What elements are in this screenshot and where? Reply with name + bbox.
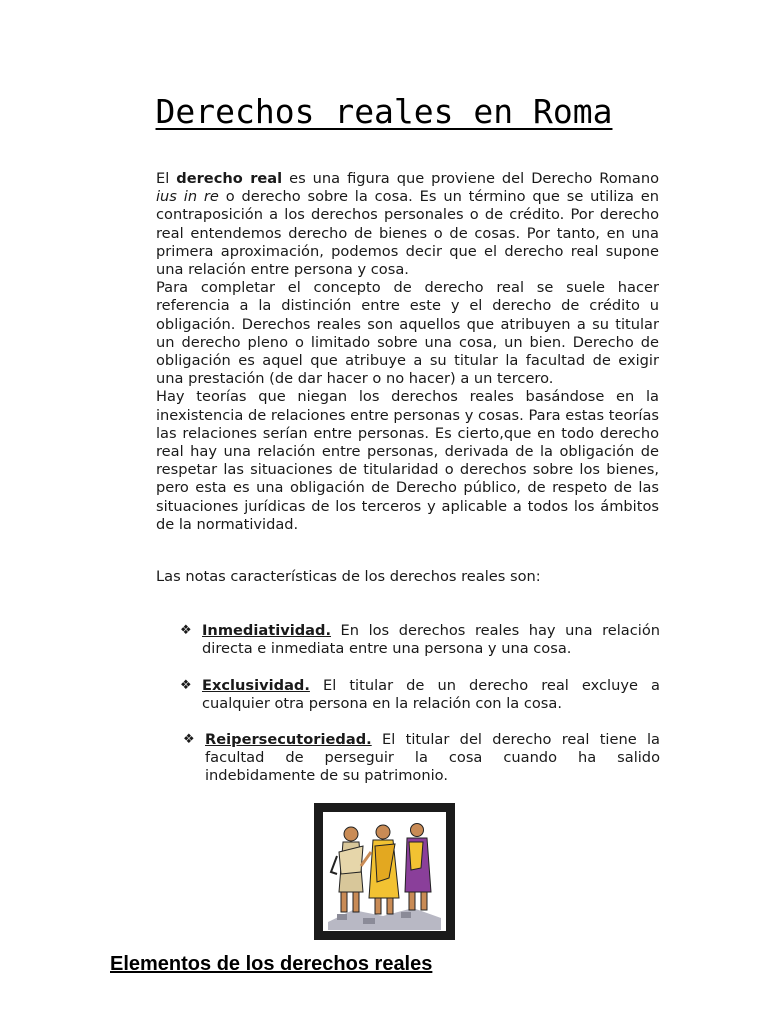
intro-text-run: o derecho sobre la cosa. Es un término que se utiliza en contraposición a los derechos personales o de crédito. Por derecho real entendemos derecho de bienes o de cosas. Por tanto, en una primera aproximación, podemos decir que el derecho real supone una relación entre persona y cosa. [156, 188, 660, 279]
section-heading: Elementos de los derechos reales [110, 953, 433, 975]
bullet-description: En los derechos reales hay una relación directa e inmediata entre una persona y una cosa. [202, 622, 660, 658]
derecho-real-term: derecho real [176, 170, 283, 187]
bullet-text [205, 731, 660, 786]
bullet-inmediatividad [180, 622, 660, 658]
bullet-text [202, 677, 660, 713]
bullet-term-suffix: . [325, 622, 332, 639]
bullet-description: El titular de un derecho real excluye a cualquier otra persona en la relación con la cosa. [202, 677, 660, 713]
bullet-term: Reipersecutoriedad. [205, 731, 372, 748]
intro-paragraph-1 [156, 170, 659, 279]
bullet-description: El titular del derecho real tiene la facultad de perseguir la cosa cuando ha salido indebidamente de su patrimonio. [205, 731, 660, 785]
intro-text-run: El [156, 170, 177, 187]
bullet-reipersecutoriedad [183, 731, 660, 786]
bullet-exclusividad [180, 677, 660, 713]
page-title: Derechos reales en Roma [155, 92, 613, 131]
intro-paragraph-3: Hay teorías que niegan los derechos reales basándose en la inexistencia de relaciones entre personas y cosas. Para estas teorías las relaciones serían entre personas. Es cierto,que en todo derecho real hay una relación entre personas, derivada de la obligación de respetar las situaciones de titularidad o derechos sobre los bienes, pero esta es una obligación de Derecho público, de respeto de las situaciones jurídicas de los terceros y aplicable a todos los ámbitos de la normatividad. [156, 388, 659, 533]
diamond-bullet-icon: ❖ [183, 732, 195, 747]
roman-citizens-icon [323, 812, 446, 931]
intro-paragraph-2: Para completar el concepto de derecho real se suele hacer referencia a la distinción entre este y el derecho de crédito u obligación. Derechos reales son aquellos que atribuyen a su titular un derecho pleno o limitado sobre una cosa, un bien. Derecho de obligación es aquel que atribuye a su titular la facultad de exigir una prestación (de dar hacer o no hacer) a un tercero. [156, 279, 659, 388]
ius-in-re-term: ius in re [156, 188, 219, 206]
intro-text-run: es una figura que proviene del Derecho Romano [282, 170, 659, 187]
intro-text [156, 170, 659, 534]
roman-citizens-image [314, 803, 455, 940]
bullet-text [202, 622, 660, 658]
diamond-bullet-icon: ❖ [180, 623, 192, 638]
diamond-bullet-icon: ❖ [180, 678, 192, 693]
bullet-term: Exclusividad. [202, 677, 310, 694]
notes-intro: Las notas características de los derechos reales son: [156, 568, 541, 585]
bullet-term: Inmediatividad [202, 622, 326, 639]
